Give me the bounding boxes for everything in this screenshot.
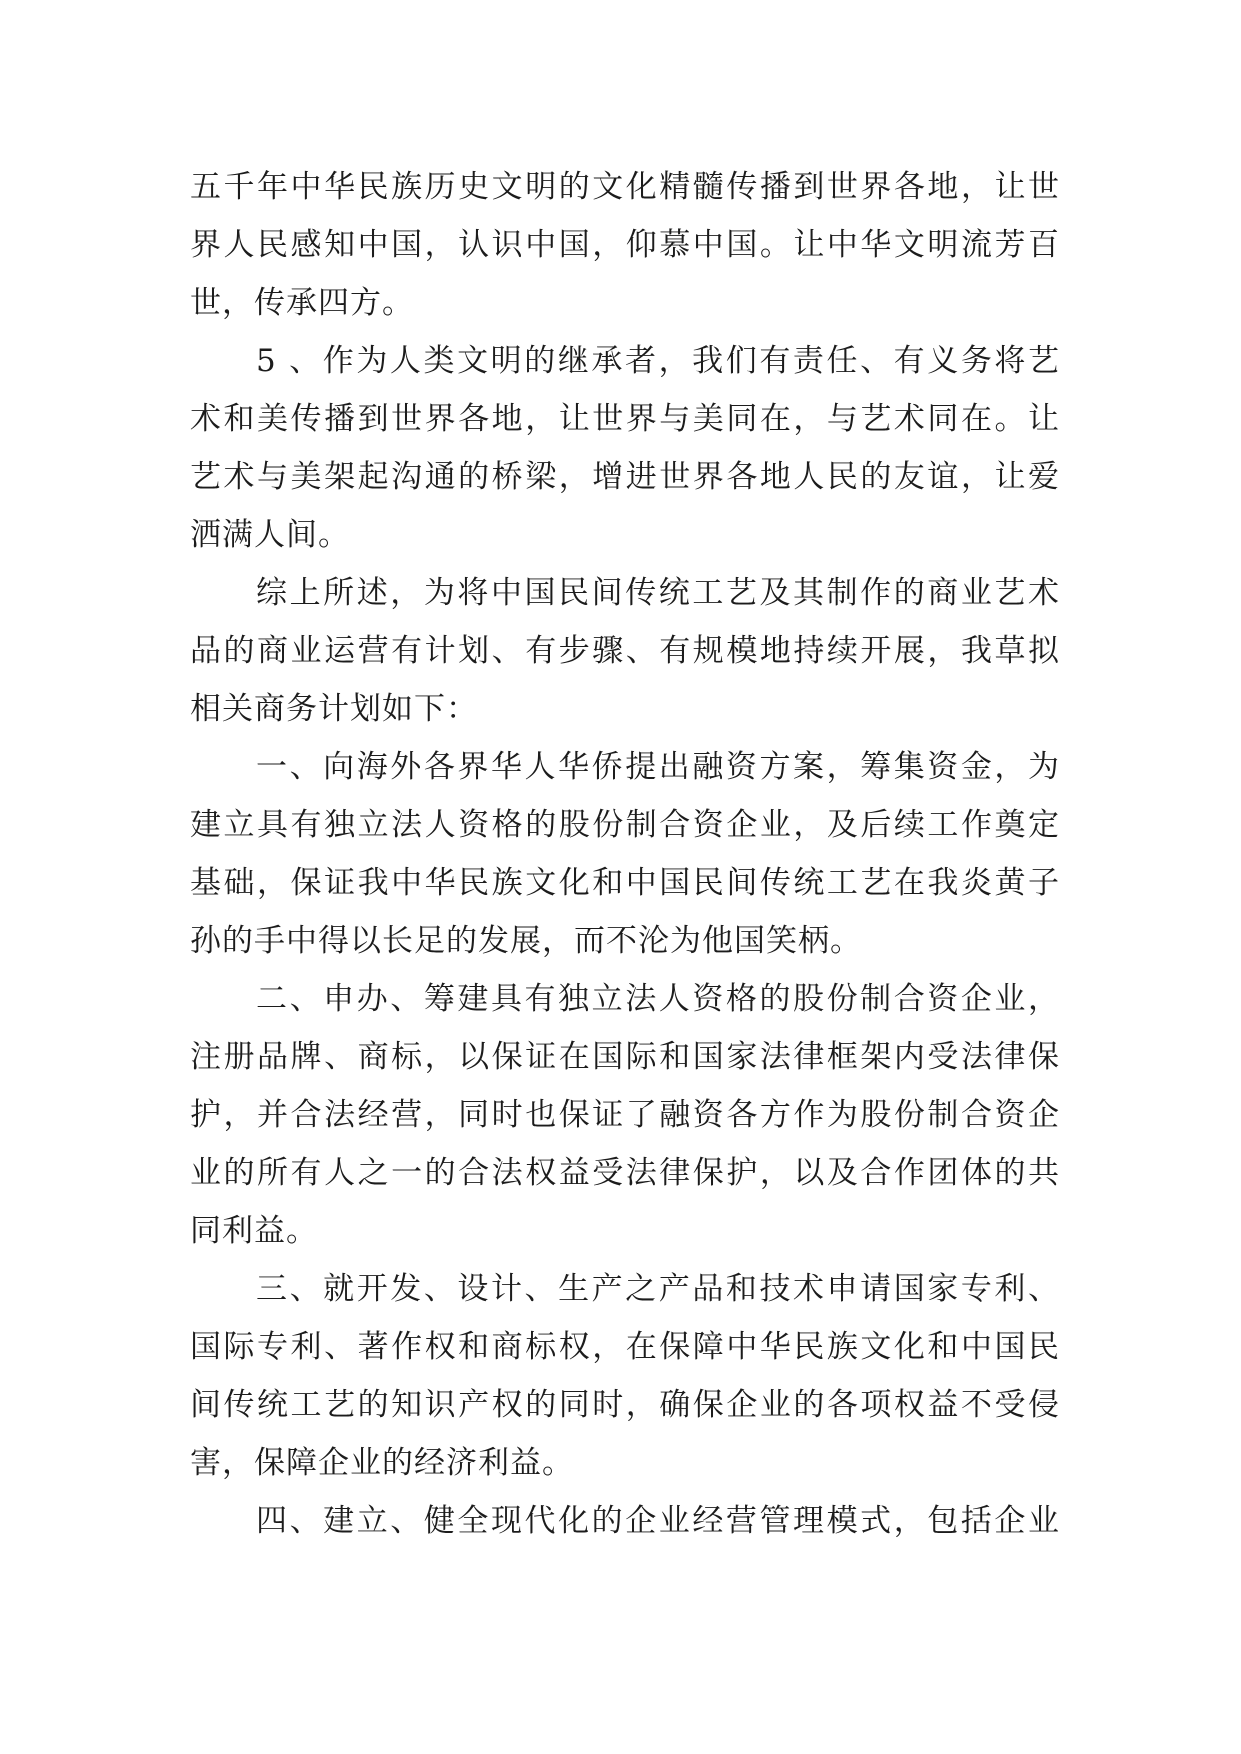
text-line: 界人民感知中国，认识中国，仰慕中国。让中华文明流芳百 [190, 227, 1060, 263]
text-line: 间传统工艺的知识产权的同时，确保企业的各项权益不受侵 [190, 1387, 1060, 1423]
text-line: 相关商务计划如下： [190, 691, 478, 727]
text-line: 世，传承四方。 [190, 285, 414, 321]
text-line: 同利益。 [190, 1213, 318, 1249]
text-line: 5 、作为人类文明的继承者，我们有责任、有义务将艺 [256, 343, 1060, 379]
text-line: 孙的手中得以长足的发展，而不沦为他国笑柄。 [190, 923, 862, 959]
text-line: 业的所有人之一的合法权益受法律保护，以及合作团体的共 [190, 1155, 1060, 1191]
text-line: 基础，保证我中华民族文化和中国民间传统工艺在我炎黄子 [190, 865, 1060, 901]
text-line: 四、建立、健全现代化的企业经营管理模式，包括企业 [256, 1503, 1060, 1539]
text-line: 艺术与美架起沟通的桥梁，增进世界各地人民的友谊，让爱 [190, 459, 1060, 495]
document-body [190, 158, 1060, 1550]
text-line: 品的商业运营有计划、有步骤、有规模地持续开展，我草拟 [190, 633, 1060, 669]
text-line: 国际专利、著作权和商标权，在保障中华民族文化和中国民 [190, 1329, 1060, 1365]
text-line: 一、向海外各界华人华侨提出融资方案，筹集资金，为 [256, 749, 1060, 785]
text-line: 建立具有独立法人资格的股份制合资企业，及后续工作奠定 [190, 807, 1060, 843]
text-line: 综上所述，为将中国民间传统工艺及其制作的商业艺术 [256, 575, 1060, 611]
text-line: 二、申办、筹建具有独立法人资格的股份制合资企业， [256, 981, 1060, 1017]
text-line: 术和美传播到世界各地，让世界与美同在，与艺术同在。让 [190, 401, 1060, 437]
text-line: 五千年中华民族历史文明的文化精髓传播到世界各地，让世 [190, 169, 1060, 205]
text-line: 害，保障企业的经济利益。 [190, 1445, 574, 1481]
text-line: 洒满人间。 [190, 517, 350, 553]
text-line: 护，并合法经营，同时也保证了融资各方作为股份制合资企 [190, 1097, 1060, 1133]
text-line: 注册品牌、商标，以保证在国际和国家法律框架内受法律保 [190, 1039, 1060, 1075]
text-line: 三、就开发、设计、生产之产品和技术申请国家专利、 [256, 1271, 1060, 1307]
